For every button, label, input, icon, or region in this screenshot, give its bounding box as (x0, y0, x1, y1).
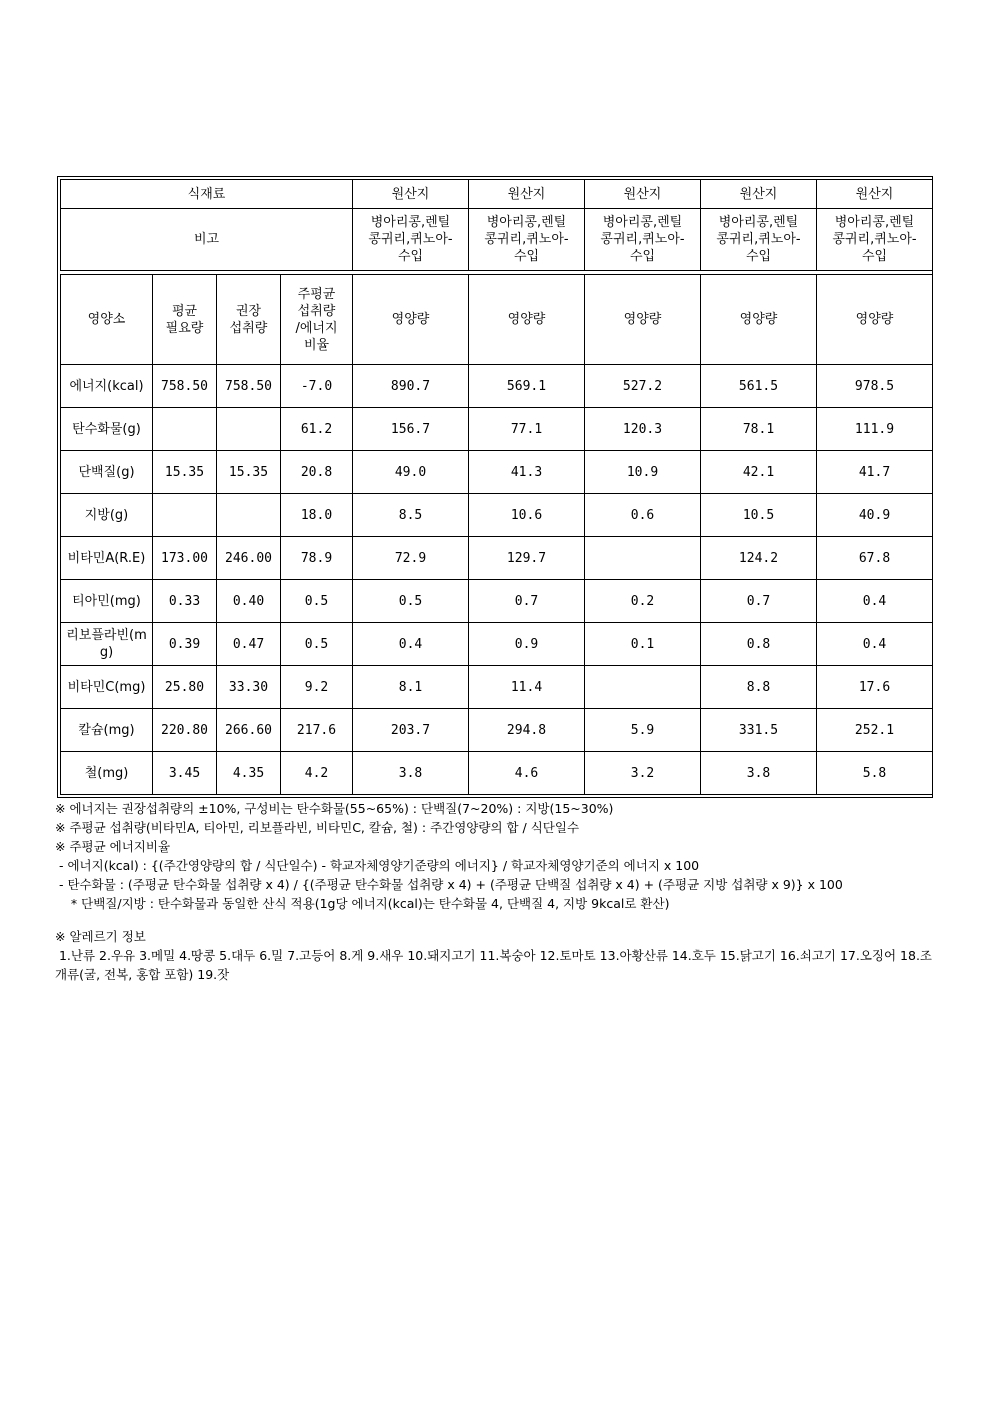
note-protein-fat-formula: * 단백질/지방 : 탄수화물과 동일한 산식 적용(1g당 에너지(kcal)는 탄수화물 4, 단백질 4, 지방 9kcal로 환산) (55, 896, 670, 911)
amount-cell: 0.4 (817, 623, 933, 666)
amount-cell: 120.3 (585, 408, 701, 451)
col-avg-requirement: 평균 필요량 (153, 275, 217, 365)
avg-requirement-cell: 758.50 (153, 365, 217, 408)
recommended-intake-cell: 4.35 (217, 752, 281, 795)
nutrient-name: 티아민(mg) (61, 580, 153, 623)
amount-cell: 77.1 (469, 408, 585, 451)
avg-requirement-cell: 25.80 (153, 666, 217, 709)
note-energy-ratio: ※ 에너지는 권장섭취량의 ±10%, 구성비는 탄수화물(55~65%) : 단백질(7~20%) : 지방(15~30%) (55, 801, 614, 816)
recommended-intake-cell: 266.60 (217, 709, 281, 752)
amount-cell: 0.7 (469, 580, 585, 623)
nutrient-name: 탄수화물(g) (61, 408, 153, 451)
amount-cell: 5.8 (817, 752, 933, 795)
nutrient-row (61, 623, 933, 666)
nutrition-header-row (61, 275, 933, 365)
amount-cell (585, 537, 701, 580)
note-energy-ratio-title: ※ 주평균 에너지비율 (55, 839, 171, 854)
weekly-average-cell: 0.5 (281, 580, 353, 623)
amount-cell: 0.2 (585, 580, 701, 623)
amount-cell: 0.1 (585, 623, 701, 666)
nutrient-row (61, 537, 933, 580)
amount-cell: 331.5 (701, 709, 817, 752)
origin-label: 원산지 (469, 180, 585, 209)
remarks-cell: 병아리콩,렌틸 콩귀리,퀴노아- 수입 (585, 209, 701, 271)
amount-cell: 67.8 (817, 537, 933, 580)
col-recommended-intake: 권장 섭취량 (217, 275, 281, 365)
recommended-intake-cell: 758.50 (217, 365, 281, 408)
amount-cell: 527.2 (585, 365, 701, 408)
amount-cell: 0.4 (353, 623, 469, 666)
avg-requirement-cell: 173.00 (153, 537, 217, 580)
weekly-average-cell: 20.8 (281, 451, 353, 494)
amount-cell: 5.9 (585, 709, 701, 752)
col-nutrient: 영양소 (61, 275, 153, 365)
nutrient-name: 칼슘(mg) (61, 709, 153, 752)
amount-cell: 0.6 (585, 494, 701, 537)
amount-cell: 8.5 (353, 494, 469, 537)
amount-cell: 978.5 (817, 365, 933, 408)
avg-requirement-cell: 0.33 (153, 580, 217, 623)
weekly-average-cell: 9.2 (281, 666, 353, 709)
remarks-cell: 병아리콩,렌틸 콩귀리,퀴노아- 수입 (353, 209, 469, 271)
nutrient-name: 리보플라빈(mg) (61, 623, 153, 666)
amount-cell: 41.3 (469, 451, 585, 494)
weekly-average-cell: 18.0 (281, 494, 353, 537)
nutrient-name: 철(mg) (61, 752, 153, 795)
recommended-intake-cell: 246.00 (217, 537, 281, 580)
col-weekly-average: 주평균 섭취량 /에너지 비율 (281, 275, 353, 365)
amount-cell: 78.1 (701, 408, 817, 451)
amount-cell: 8.8 (701, 666, 817, 709)
note-carb-formula: - 탄수화물 : (주평균 탄수화물 섭취량 x 4) / {(주평균 탄수화물 섭취량 x 4) + (주평균 단백질 섭취량 x 4) + (주평균 지방 섭취량 x 9)} x 100 (55, 877, 843, 892)
amount-cell: 124.2 (701, 537, 817, 580)
weekly-average-cell: 4.2 (281, 752, 353, 795)
avg-requirement-cell: 220.80 (153, 709, 217, 752)
origin-label: 원산지 (701, 180, 817, 209)
amount-cell: 0.5 (353, 580, 469, 623)
amount-cell: 0.7 (701, 580, 817, 623)
amount-cell: 3.2 (585, 752, 701, 795)
remarks-cell: 병아리콩,렌틸 콩귀리,퀴노아- 수입 (469, 209, 585, 271)
remarks-cell: 병아리콩,렌틸 콩귀리,퀴노아- 수입 (817, 209, 933, 271)
amount-cell: 10.6 (469, 494, 585, 537)
amount-cell: 49.0 (353, 451, 469, 494)
amount-cell: 129.7 (469, 537, 585, 580)
amount-cell: 111.9 (817, 408, 933, 451)
note-weekly-intake: ※ 주평균 섭취량(비타민A, 티아민, 리보플라빈, 비타민C, 칼슘, 철) : 주간영양량의 합 / 식단일수 (55, 820, 580, 835)
allergy-list: 1.난류 2.우유 3.메밀 4.땅콩 5.대두 6.밀 7.고등어 8.게 9.새우 10.돼지고기 11.복숭아 12.토마토 13.아황산류 14.호두 15.닭고기 16.쇠고기 17.오징어 18.조개류(굴, 전복, 홍합 포함) 19.잣 (55, 948, 933, 982)
amount-cell: 0.8 (701, 623, 817, 666)
nutrition-table (60, 274, 933, 795)
amount-cell: 8.1 (353, 666, 469, 709)
col-amount: 영양량 (817, 275, 933, 365)
nutrient-row (61, 365, 933, 408)
weekly-average-cell: 0.5 (281, 623, 353, 666)
footnotes (55, 799, 940, 984)
col-amount: 영양량 (585, 275, 701, 365)
avg-requirement-cell: 15.35 (153, 451, 217, 494)
amount-cell: 156.7 (353, 408, 469, 451)
nutrient-name: 비타민A(R.E) (61, 537, 153, 580)
amount-cell: 3.8 (353, 752, 469, 795)
nutrient-name: 에너지(kcal) (61, 365, 153, 408)
nutrition-document (57, 176, 933, 798)
nutrient-name: 비타민C(mg) (61, 666, 153, 709)
origin-label: 원산지 (353, 180, 469, 209)
recommended-intake-cell: 33.30 (217, 666, 281, 709)
amount-cell: 561.5 (701, 365, 817, 408)
col-amount: 영양량 (469, 275, 585, 365)
nutrient-name: 단백질(g) (61, 451, 153, 494)
origin-header-row (61, 180, 933, 209)
col-amount: 영양량 (353, 275, 469, 365)
weekly-average-cell: 61.2 (281, 408, 353, 451)
amount-cell: 0.9 (469, 623, 585, 666)
amount-cell: 17.6 (817, 666, 933, 709)
avg-requirement-cell: 0.39 (153, 623, 217, 666)
amount-cell: 890.7 (353, 365, 469, 408)
allergy-title: ※ 알레르기 정보 (55, 929, 146, 944)
remarks-label: 비고 (61, 209, 353, 271)
origin-label: 원산지 (817, 180, 933, 209)
ingredient-label: 식재료 (61, 180, 353, 209)
amount-cell: 0.4 (817, 580, 933, 623)
remarks-cell: 병아리콩,렌틸 콩귀리,퀴노아- 수입 (701, 209, 817, 271)
amount-cell: 569.1 (469, 365, 585, 408)
recommended-intake-cell (217, 408, 281, 451)
ingredient-origin-table (60, 179, 933, 271)
spacer (55, 913, 940, 927)
avg-requirement-cell (153, 408, 217, 451)
amount-cell: 42.1 (701, 451, 817, 494)
amount-cell: 41.7 (817, 451, 933, 494)
col-amount: 영양량 (701, 275, 817, 365)
recommended-intake-cell: 0.47 (217, 623, 281, 666)
recommended-intake-cell: 0.40 (217, 580, 281, 623)
origin-label: 원산지 (585, 180, 701, 209)
weekly-average-cell: 217.6 (281, 709, 353, 752)
recommended-intake-cell: 15.35 (217, 451, 281, 494)
amount-cell: 252.1 (817, 709, 933, 752)
nutrition-rows (61, 365, 933, 795)
avg-requirement-cell: 3.45 (153, 752, 217, 795)
nutrient-row (61, 408, 933, 451)
remarks-row (61, 209, 933, 271)
avg-requirement-cell (153, 494, 217, 537)
nutrient-row (61, 580, 933, 623)
nutrient-row (61, 752, 933, 795)
nutrient-row (61, 451, 933, 494)
weekly-average-cell: -7.0 (281, 365, 353, 408)
nutrient-row (61, 709, 933, 752)
amount-cell: 40.9 (817, 494, 933, 537)
weekly-average-cell: 78.9 (281, 537, 353, 580)
amount-cell: 10.5 (701, 494, 817, 537)
note-energy-formula: - 에너지(kcal) : {(주간영양량의 합 / 식단일수) - 학교자체영양기준량의 에너지} / 학교자체영양기준의 에너지 x 100 (55, 858, 700, 873)
nutrient-name: 지방(g) (61, 494, 153, 537)
nutrient-row (61, 494, 933, 537)
amount-cell: 4.6 (469, 752, 585, 795)
nutrient-row (61, 666, 933, 709)
amount-cell: 72.9 (353, 537, 469, 580)
recommended-intake-cell (217, 494, 281, 537)
amount-cell: 203.7 (353, 709, 469, 752)
amount-cell: 11.4 (469, 666, 585, 709)
amount-cell: 294.8 (469, 709, 585, 752)
amount-cell: 3.8 (701, 752, 817, 795)
amount-cell (585, 666, 701, 709)
amount-cell: 10.9 (585, 451, 701, 494)
